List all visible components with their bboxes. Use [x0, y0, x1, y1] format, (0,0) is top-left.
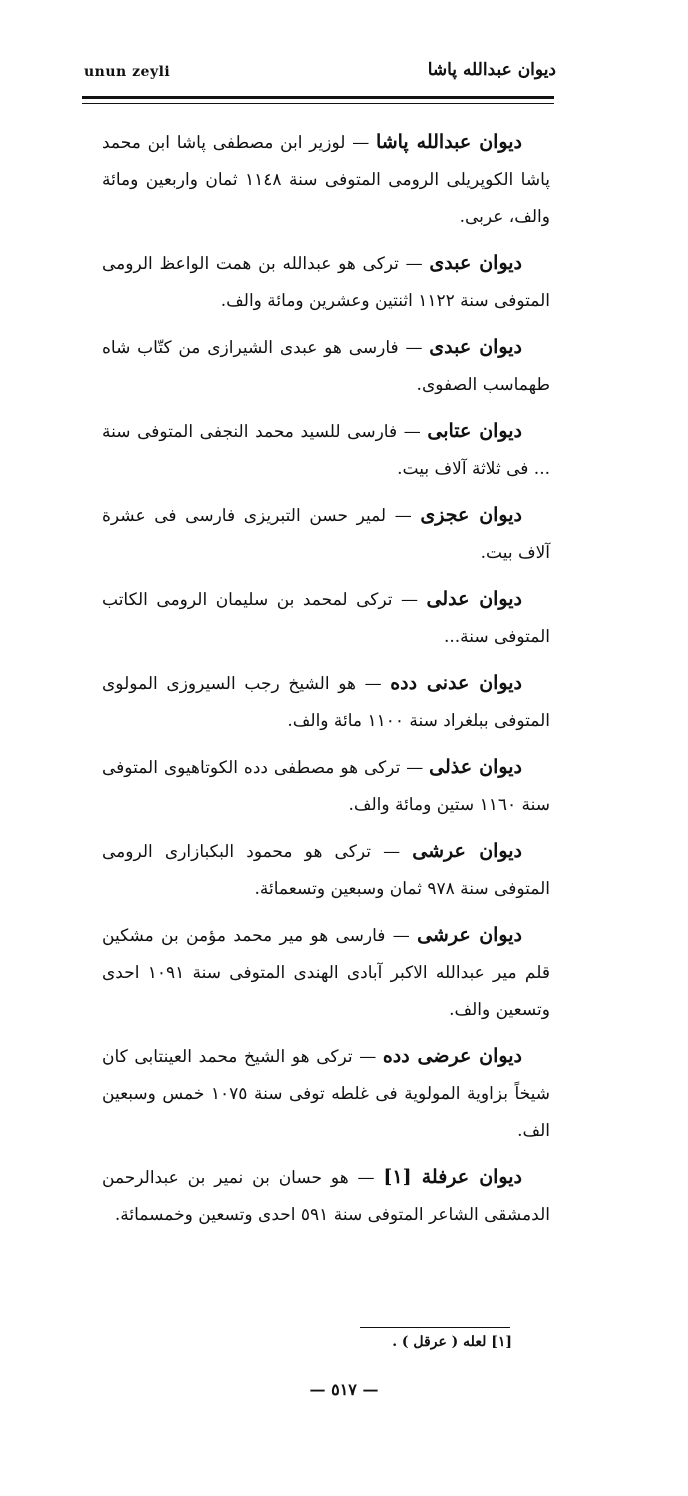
footnote-rule	[360, 1327, 510, 1328]
entry-heading: ديوان عبدى	[429, 252, 523, 274]
entry-heading: ديوان عجزى	[420, 504, 522, 526]
entry-body: — فارسى هو مير محمد مؤمن بن مشكين قلم مير عبدالله الاكبر آبادى الهندى المتوفى سنة ١٠٩١ احدى وتسعين والف.	[102, 926, 550, 1020]
entry-heading: ديوان عبدى	[429, 336, 522, 358]
entry-heading: ديوان عرشى	[412, 840, 522, 862]
entry	[102, 124, 550, 236]
entry	[102, 665, 550, 740]
entry-heading: ديوان عذلى	[429, 756, 522, 778]
entry-body: — تركى هو عبدالله بن همت الواعظ الرومى المتوفى سنة ١١٢٢ اثنتين وعشرين ومائة والف.	[102, 254, 550, 311]
entry-body: — تركى هو الشيخ محمد العينتابى كان شيخاً بزاوية المولوية فى غلطه توفى سنة ١٠٧٥ خمس وسبعين الف.	[102, 1047, 550, 1141]
entry-body: — تركى هو مصطفى دده الكوتاهيوى المتوفى سنة ١١٦٠ ستين ومائة والف.	[102, 758, 550, 815]
header-rule-thin	[82, 103, 554, 104]
entry	[102, 413, 550, 488]
entry	[102, 749, 550, 824]
entry	[102, 497, 550, 572]
entry	[102, 581, 550, 656]
entry	[102, 833, 550, 908]
entry-body: — لوزير ابن مصطفى پاشا ابن محمد پاشا الكوپريلى الرومى المتوفى سنة ١١٤٨ ثمان واربعين ومائة والف، عربى.	[102, 133, 551, 227]
entry-body: — تركى هو محمود البكبازارى الرومى المتوفى سنة ٩٧٨ ثمان وسبعين وتسعمائة.	[102, 842, 550, 899]
entry-body: — لمير حسن التبريزى فارسى فى عشرة آلاف بيت.	[102, 506, 550, 563]
entry	[102, 245, 550, 320]
entry	[102, 1159, 550, 1234]
entry-body: — هو حسان بن نمير بن عبدالرحمن الدمشقى الشاعر المتوفى سنة ٥٩١ احدى وتسعين وخمسمائة.	[102, 1168, 550, 1225]
entry-body: — فارسى هو عبدى الشيرازى من كتّاب شاه طهماسب الصفوى.	[102, 338, 550, 395]
entry-heading: ديوان عرفلة [١]	[383, 1166, 522, 1188]
entry	[102, 329, 550, 404]
page-number: — ٥١٧ —	[309, 1380, 379, 1399]
entry	[102, 1038, 550, 1150]
entry-heading: ديوان عتابى	[427, 420, 522, 442]
entry-heading: ديوان عبدالله پاشا	[375, 131, 522, 153]
footnote: [١] لعله ( عرقل ) .	[392, 1334, 512, 1350]
entry-body: — تركى لمحمد بن سليمان الرومى الكاتب المتوفى سنة...	[102, 590, 550, 647]
entry	[102, 917, 550, 1029]
entry-heading: ديوان عرضى دده	[382, 1045, 522, 1067]
entry-heading: ديوان عدلى	[426, 588, 522, 610]
entries-list	[102, 124, 550, 1243]
entry-heading: ديوان عرشى	[417, 924, 522, 946]
running-header-arabic: ديوان عبدالله پاشا	[427, 60, 556, 80]
entry-body: — فارسى للسيد محمد النجفى المتوفى سنة ... فى ثلاثة آلاف بيت.	[102, 422, 550, 479]
header-rule-thick	[82, 96, 554, 99]
running-header-latin: unun zeyli	[84, 64, 171, 80]
entry-body: — هو الشيخ رجب السيروزى المولوى المتوفى ببلغراد سنة ١١٠٠ مائة والف.	[102, 674, 550, 731]
entry-heading: ديوان عدنى دده	[390, 672, 522, 694]
